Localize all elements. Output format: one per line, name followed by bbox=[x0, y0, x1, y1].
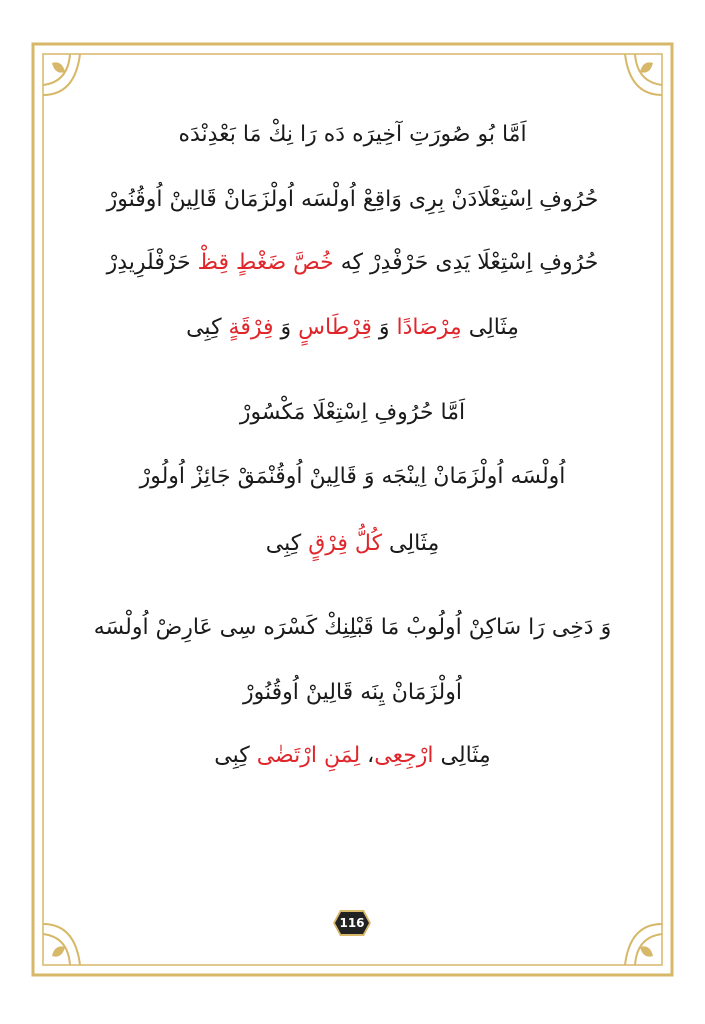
text-line-8 bbox=[60, 615, 645, 640]
page-text bbox=[60, 0, 645, 1024]
text-segment: اَمَّا بُو صُورَتِ آخِيرَه دَه رَا نِكْ مَا بَعْدِنْدَه bbox=[178, 122, 527, 147]
text-segment: وَ bbox=[273, 315, 299, 340]
text-segment: كِبِى bbox=[186, 315, 229, 340]
text-segment: حُرُوفِ اِسْتِعْلَادَنْ بِرِى وَاقِعْ اُولْسَه اُولْزَمَانْ قَالِينْ اُوقُنُورْ bbox=[106, 187, 599, 212]
text-line-9 bbox=[60, 680, 645, 705]
text-segment: مِثَالِى bbox=[461, 315, 519, 340]
text-segment: وَ bbox=[371, 315, 397, 340]
highlighted-text: قِرْطَاسٍ bbox=[298, 315, 372, 340]
text-segment: مِثَالِى bbox=[433, 743, 491, 768]
highlighted-text: لِمَنِ ارْتَضٰى bbox=[256, 743, 361, 768]
text-line-2 bbox=[60, 187, 645, 212]
text-line-4 bbox=[60, 315, 645, 340]
text-segment: مِثَالِى bbox=[382, 531, 440, 556]
highlighted-text: كُلُّ فِرْقٍ bbox=[308, 531, 383, 556]
text-line-5 bbox=[60, 400, 645, 425]
text-line-10 bbox=[60, 743, 645, 768]
text-segment: اُولْسَه اُولْزَمَانْ اِينْجَه وَ قَالِينْ اُوقُنْمَقْ جَائِزْ اُولُورْ bbox=[139, 464, 566, 489]
text-segment: كِبِى bbox=[265, 531, 309, 556]
text-segment: اَمَّا حُرُوفِ اِسْتِعْلَا مَكْسُورْ bbox=[239, 400, 466, 425]
highlighted-text: ارْجِعِى bbox=[374, 743, 434, 768]
text-segment: كِبِى bbox=[214, 743, 257, 768]
text-segment: حُرُوفِ اِسْتِعْلَا يَدِى حَرْفْدِرْ كِه bbox=[333, 250, 599, 275]
text-line-3 bbox=[60, 250, 645, 275]
text-segment: وَ دَخِى رَا سَاكِنْ اُولُوبْ مَا قَبْلِنِكْ كَسْرَه سِى عَارِضْ اُولْسَه bbox=[93, 615, 612, 640]
text-segment: اُولْزَمَانْ يِنَه قَالِينْ اُوقُنُورْ bbox=[243, 680, 462, 705]
page-number: 116 bbox=[339, 916, 365, 930]
highlighted-text: خُصَّ ضَغْطٍ قِظْ bbox=[197, 250, 334, 275]
highlighted-text: مِرْصَادًا bbox=[396, 315, 462, 340]
text-line-1 bbox=[60, 122, 645, 147]
text-segment: حَرْفْلَرِيدِرْ bbox=[106, 250, 198, 275]
text-line-6 bbox=[60, 464, 645, 489]
highlighted-text: فِرْقَةٍ bbox=[228, 315, 274, 340]
text-segment: ، bbox=[360, 743, 375, 768]
text-line-7 bbox=[60, 531, 645, 556]
